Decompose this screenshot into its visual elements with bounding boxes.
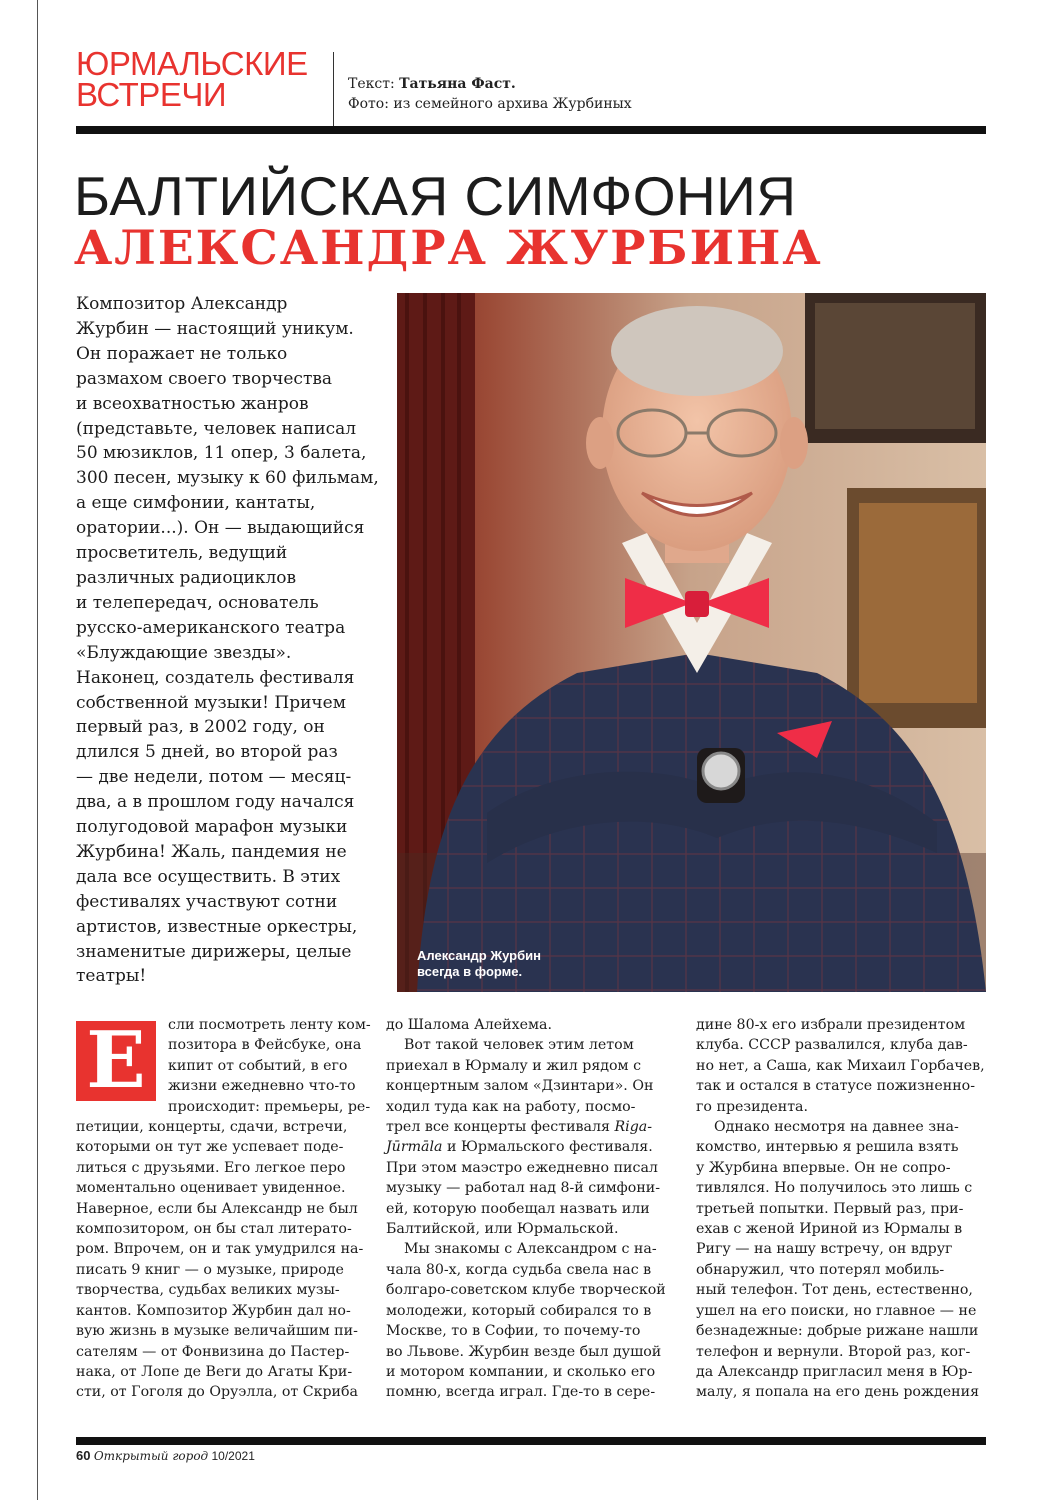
caption-line-1: Александр Журбин	[417, 948, 541, 963]
text-line: обнаружил, что потерял мобиль-	[696, 1261, 945, 1278]
text-line: тивлялся. Но получилось это лишь с	[696, 1180, 973, 1197]
text-line: ный телефон. Тот день, естественно,	[696, 1282, 973, 1299]
text-line: ушел на его поиски, но главное — не	[696, 1302, 977, 1319]
text-line: и всеохватностью жанров	[76, 393, 309, 414]
body-column-1	[76, 1015, 371, 1403]
magazine-name: Открытый город	[93, 1449, 209, 1463]
page-margin-rule	[37, 0, 38, 1500]
text-line: Наконец, создатель фестиваля	[76, 667, 355, 688]
text-line: безнадежные: добрые рижане нашли	[696, 1323, 979, 1340]
text-line: кантов. Композитор Журбин дал но-	[76, 1302, 351, 1319]
text-line: Он поражает не только	[76, 343, 288, 364]
text-line: полугодовой марафон музыки	[76, 817, 348, 838]
caption-line-2: всегда в форме.	[417, 964, 523, 979]
text-line: различных радиоциклов	[76, 567, 297, 588]
text-line: сти, от Гоголя до Оруэлла, от Скриба	[76, 1384, 359, 1401]
rubric-line-2: ВСТРЕЧИ	[76, 76, 227, 113]
text-line: вую жизнь в музыке величайшим пи-	[76, 1323, 358, 1340]
text-line: клуба. СССР развалился, клуба дав-	[696, 1037, 968, 1054]
text-line: Журбина! Жаль, пандемия не	[76, 841, 347, 862]
text-line: третьей попытки. Первый раз, при-	[696, 1200, 964, 1217]
body-line: помню, всегда играл. Где-то в сере-	[386, 1384, 656, 1401]
text-line: которыми он тут же успевает поде-	[76, 1139, 344, 1156]
text-line: комство, интервью я решила взять	[696, 1139, 959, 1156]
text-line: происходит: премьеры, ре-	[168, 1098, 371, 1115]
text-line: ехав с женой Ириной из Юрмалы в	[696, 1221, 963, 1238]
text-line: нака, от Лопе де Веги до Агаты Кри-	[76, 1363, 353, 1380]
body-line: ходил туда как на работу, посмо-	[386, 1098, 636, 1115]
text-line: малу, я попала на его день рождения	[696, 1384, 980, 1401]
photo-caption	[417, 948, 541, 980]
headline-line-1: БАЛТИЙСКАЯ СИМФОНИЯ	[74, 165, 797, 227]
text-line: длился 5 дней, во второй раз	[76, 742, 338, 763]
text-line: го президента.	[696, 1098, 809, 1115]
text-line: Композитор Александр	[76, 294, 288, 314]
credit-photo-label: Фото:	[348, 96, 389, 112]
text-line: знаменитые дирижеры, целые	[76, 941, 352, 962]
text-line: и телепередач, основатель	[76, 592, 319, 613]
credit-photo-source: из семейного архива Журбиных	[393, 96, 632, 112]
body-line: молодежи, который собирался то в	[386, 1302, 652, 1319]
text-line: «Блуждающие звезды».	[76, 642, 292, 663]
body-line: При этом маэстро ежедневно писал	[386, 1159, 658, 1176]
body-text: и Юрмальского фестиваля.	[442, 1139, 653, 1156]
text-line: Журбин — настоящий уникум.	[76, 318, 354, 339]
article-credits	[348, 74, 632, 114]
body-line: музыку — работал над 8-й симфони-	[386, 1180, 661, 1197]
text-line: сли посмотреть ленту ком-	[168, 1017, 371, 1033]
body-line: приехал в Юрмалу и жил рядом с	[386, 1057, 642, 1074]
text-line: (представьте, человек написал	[76, 418, 357, 439]
body-line: чала 80-х, когда судьба свела нас в	[386, 1261, 652, 1278]
text-line: а еще симфонии, кантаты,	[76, 493, 316, 514]
text-line: так и остался в статусе пожизненно-	[696, 1078, 976, 1095]
drop-cap: Е	[76, 1021, 156, 1101]
text-line: Однако несмотря на давнее зна-	[714, 1119, 959, 1136]
text-line: сателям — от Фонвизина до Пастер-	[76, 1343, 350, 1360]
text-line: жизни ежедневно что-то	[168, 1078, 356, 1095]
body-line: Москве, то в Софии, то почему-то	[386, 1323, 641, 1340]
page-number: 60	[76, 1448, 91, 1463]
text-line: телефон и вернули. Второй раз, ког-	[696, 1343, 971, 1360]
text-line: моментально оценивает увиденное.	[76, 1180, 346, 1197]
text-line: фестивалях участвуют сотни	[76, 891, 338, 912]
body-line	[386, 1137, 676, 1157]
text-line: Ригу — на нашу встречу, он вдруг	[696, 1241, 953, 1258]
text-line: русско-американского театра	[76, 617, 346, 638]
text-line: но нет, а Саша, как Михаил Горбачев,	[696, 1057, 985, 1074]
portrait-photo	[397, 293, 986, 992]
body-line: во Львове. Журбин везде был душой	[386, 1343, 662, 1360]
text-line: композитором, он бы стал литерато-	[76, 1221, 352, 1238]
issue-number: 10/2021	[211, 1449, 255, 1463]
body-line: концертным залом «Дзинтари». Он	[386, 1078, 654, 1095]
section-rubric	[76, 45, 326, 113]
text-line: литься с друзьями. Его легкое перо	[76, 1159, 346, 1176]
text-line: да Александр пригласил меня в Юр-	[696, 1363, 973, 1380]
text-line: театры!	[76, 966, 147, 987]
body-line: до Шалома Алейхема.	[386, 1017, 553, 1033]
festival-name-part-2: Jūrmāla	[386, 1139, 443, 1156]
body-line: Балтийской, или Юрмальской.	[386, 1221, 619, 1238]
text-line: просветитель, ведущий	[76, 543, 288, 564]
body-line: и мотором компании, и сколько его	[386, 1363, 656, 1380]
text-line: 50 мюзиклов, 11 опер, 3 балета,	[76, 443, 367, 464]
body-line: болгаро-советском клубе творческой	[386, 1282, 666, 1299]
body-line: ей, которую пообещал назвать или	[386, 1200, 650, 1217]
rubric-line-1: ЮРМАЛЬСКИЕ	[76, 45, 308, 82]
body-line: Мы знакомы с Александром с на-	[404, 1241, 657, 1258]
header-rule	[76, 126, 986, 134]
text-line: артистов, известные оркестры,	[76, 916, 358, 937]
text-line: писать 9 книг — о музыке, природе	[76, 1261, 344, 1278]
rubric-separator	[333, 52, 334, 126]
text-line: ром. Впрочем, он и так умудрился на-	[76, 1241, 364, 1258]
body-column-2	[386, 1015, 676, 1403]
body-line	[386, 1117, 676, 1137]
portrait-illustration	[397, 293, 986, 992]
body-column-3	[696, 1015, 986, 1403]
text-line: петиции, концерты, сдачи, встречи,	[76, 1119, 348, 1136]
text-line: дине 80-х его избрали президентом	[696, 1017, 966, 1033]
text-line: собственной музыки! Причем	[76, 692, 346, 713]
text-line: творчества, судьбах великих музы-	[76, 1282, 340, 1299]
text-line: позитора в Фейсбуке, она	[168, 1037, 362, 1054]
body-line: Вот такой человек этим летом	[404, 1037, 634, 1054]
text-line: Наверное, если бы Александр не был	[76, 1200, 358, 1217]
credit-text-label: Текст:	[348, 76, 395, 92]
text-line: — две недели, потом — месяц-	[76, 767, 352, 788]
credit-text-author: Татьяна Фаст.	[399, 76, 516, 92]
body-text: трел все концерты фестиваля	[386, 1119, 615, 1136]
text-line: оратории...). Он — выдающийся	[76, 518, 365, 539]
text-line: кипит от событий, в его	[168, 1057, 348, 1074]
text-line: у Журбина впервые. Он не сопро-	[696, 1159, 951, 1176]
headline-line-2: АЛЕКСАНДРА ЖУРБИНА	[74, 221, 823, 276]
credit-photo	[348, 94, 632, 114]
text-line: первый раз, в 2002 году, он	[76, 717, 325, 738]
footer-rule	[76, 1437, 986, 1445]
credit-text	[348, 74, 632, 94]
text-line: 300 песен, музыку к 60 фильмам,	[76, 468, 379, 489]
page-footer	[76, 1449, 255, 1463]
text-line: дала все осуществить. В этих	[76, 866, 341, 887]
lead-paragraph	[76, 292, 391, 989]
festival-name-part-1: Riga-	[614, 1119, 653, 1136]
text-line: размахом своего творчества	[76, 368, 333, 389]
text-line: два, а в прошлом году начался	[76, 792, 355, 813]
